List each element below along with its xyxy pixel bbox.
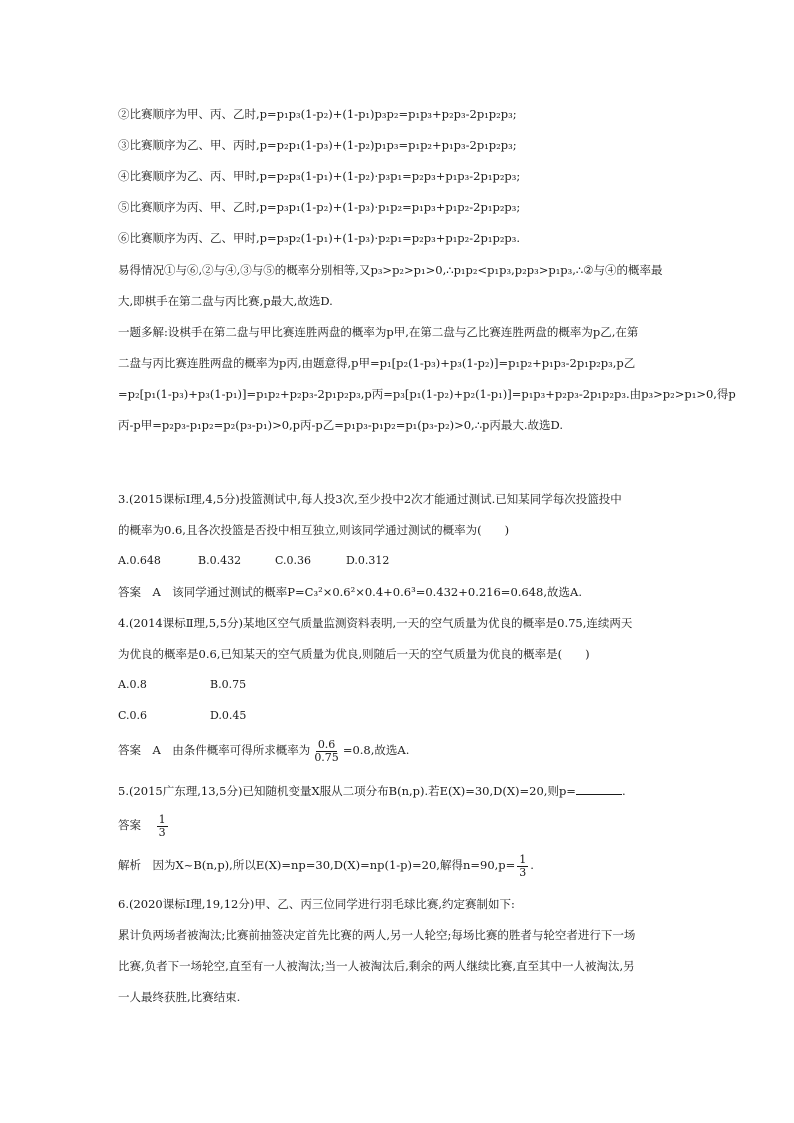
solution-case-4: ④比赛顺序为乙、丙、甲时,p=p₂p₃(1-p₁)+(1-p₂)·p₃p₁=p₂p₃+p₁p₃-2p₁p₂p₃; xyxy=(118,169,521,183)
q3-stem-line-2: 的概率为0.6,且各次投篮是否投中相互独立,则该同学通过测试的概率为( ) xyxy=(118,523,510,537)
alt-method-line-2: 二盘与丙比赛连胜两盘的概率为p丙,由题意得,p甲=p₁[p₂(1-p₃)+p₃(1-p₂)]=p₁p₂+p₁p₃-2p₁p₂p₃,p乙 xyxy=(118,356,636,370)
q4-answer-fraction xyxy=(312,739,341,764)
q4-option-b: B.0.75 xyxy=(210,678,247,691)
q4-stem-line-2: 为优良的概率是0.6,已知某天的空气质量为优良,则随后一天的空气质量为优良的概率是( ) xyxy=(118,647,590,661)
q5-answer-numerator: 1 xyxy=(158,812,166,826)
q4-option-d: D.0.45 xyxy=(210,709,247,722)
q5-analysis-text: 解析 因为X~B(n,p),所以E(X)=np=30,D(X)=np(1-p)=20,解得n=90,p= xyxy=(118,858,516,872)
q4-answer-prefix: 答案 A 由条件概率可得所求概率为 xyxy=(118,743,311,757)
q6-stem-line-3: 比赛,负者下一场轮空,直至有一人被淘汰;当一人被淘汰后,剩余的两人继续比赛,直至其中一人被淘汰,另 xyxy=(118,959,635,973)
q5-answer xyxy=(118,810,683,840)
q4-answer-suffix: =0.8,故选A. xyxy=(342,743,410,757)
q4-fraction-numerator: 0.6 xyxy=(317,737,336,751)
q5-analysis-fraction xyxy=(517,854,528,879)
conclusion-line-1: 易得情况①与⑥,②与④,③与⑤的概率分别相等,又p₃>p₂>p₁>0,∴p₁p₂<p₁p₃,p₂p₃>p₁p₃,∴②与④的概率最 xyxy=(118,263,663,277)
q5-analysis-numerator: 1 xyxy=(519,852,527,866)
q5-stem: 5.(2015广东理,13,5分)已知随机变量X服从二项分布B(n,p).若E(X)=30,D(X)=20,则p= . xyxy=(118,784,626,798)
alt-method-line-3: =p₂[p₁(1-p₃)+p₃(1-p₁)]=p₁p₂+p₂p₃-2p₁p₂p₃,p丙=p₃[p₁(1-p₂)+p₂(1-p₁)]=p₁p₃+p₂p₃-2p₁p₂p₃.由p₃>p₂>p₁>0,得p xyxy=(118,387,736,401)
q4-option-a: A.0.8 xyxy=(118,678,147,691)
q4-option-c: C.0.6 xyxy=(118,709,148,722)
q5-analysis-denominator: 3 xyxy=(519,865,527,879)
solution-case-5: ⑤比赛顺序为丙、甲、乙时,p=p₃p₁(1-p₂)+(1-p₃)·p₁p₂=p₁p₃+p₁p₂-2p₁p₂p₃; xyxy=(118,200,521,214)
q6-stem-line-2: 累计负两场者被淘汰;比赛前抽签决定首先比赛的两人,另一人轮空;每场比赛的胜者与轮空者进行下一场 xyxy=(118,928,636,942)
alt-method-line-4: 丙-p甲=p₂p₃-p₁p₂=p₂(p₃-p₁)>0,p丙-p乙=p₁p₃-p₁p₂=p₁(p₃-p₂)>0,∴p丙最大.故选D. xyxy=(118,418,564,432)
q3-answer: 答案 A 该同学通过测试的概率P=C₃²×0.6²×0.4+0.6³=0.432+0.216=0.648,故选A. xyxy=(118,585,582,599)
q6-stem-line-1: 6.(2020课标Ⅰ理,19,12分)甲、乙、丙三位同学进行羽毛球比赛,约定赛制如下: xyxy=(118,897,515,911)
solution-case-3: ③比赛顺序为乙、甲、丙时,p=p₂p₁(1-p₃)+(1-p₂)p₁p₃=p₁p₂+p₁p₃-2p₁p₂p₃; xyxy=(118,138,517,152)
q5-answer-fraction xyxy=(157,814,168,839)
q5-stem-text: 5.(2015广东理,13,5分)已知随机变量X服从二项分布B(n,p).若E(X)=30,D(X)=20,则p= xyxy=(118,784,576,798)
q3-option-c: C.0.36 xyxy=(275,554,312,567)
q5-answer-denominator: 3 xyxy=(158,825,166,839)
q4-stem-line-1: 4.(2014课标Ⅱ理,5,5分)某地区空气质量监测资料表明,一天的空气质量为优良的概率是0.75,连续两天 xyxy=(118,616,633,630)
q4-answer xyxy=(118,737,683,764)
q5-analysis: 解析 因为X~B(n,p),所以E(X)=np=30,D(X)=np(1-p)=20,解得n=90,p= $\frac{1}{3}$ . xyxy=(118,852,534,879)
solution-case-6: ⑥比赛顺序为丙、乙、甲时,p=p₃p₂(1-p₁)+(1-p₃)·p₂p₁=p₂p₃+p₁p₂-2p₁p₂p₃. xyxy=(118,231,521,245)
q3-option-a: A.0.648 xyxy=(118,554,161,567)
q6-stem-line-4: 一人最终获胜,比赛结束. xyxy=(118,990,241,1004)
conclusion-line-2: 大,即棋手在第二盘与丙比赛,p最大,故选D. xyxy=(118,294,333,308)
q3-stem-line-1: 3.(2015课标Ⅰ理,4,5分)投篮测试中,每人投3次,至少投中2次才能通过测试.已知某同学每次投篮投中 xyxy=(118,492,622,506)
q4-fraction-denominator: 0.75 xyxy=(314,750,339,764)
q5-answer-blank xyxy=(576,784,622,795)
alt-method-line-1: 一题多解:设棋手在第二盘与甲比赛连胜两盘的概率为p甲,在第二盘与乙比赛连胜两盘的概率为p乙,在第 xyxy=(118,325,639,339)
q3-option-d: D.0.312 xyxy=(346,554,390,567)
q3-option-b: B.0.432 xyxy=(198,554,242,567)
solution-case-2: ②比赛顺序为甲、丙、乙时,p=p₁p₃(1-p₂)+(1-p₁)p₃p₂=p₁p₃+p₂p₃-2p₁p₂p₃; xyxy=(118,107,517,121)
q5-answer-label: 答案 xyxy=(118,818,141,832)
